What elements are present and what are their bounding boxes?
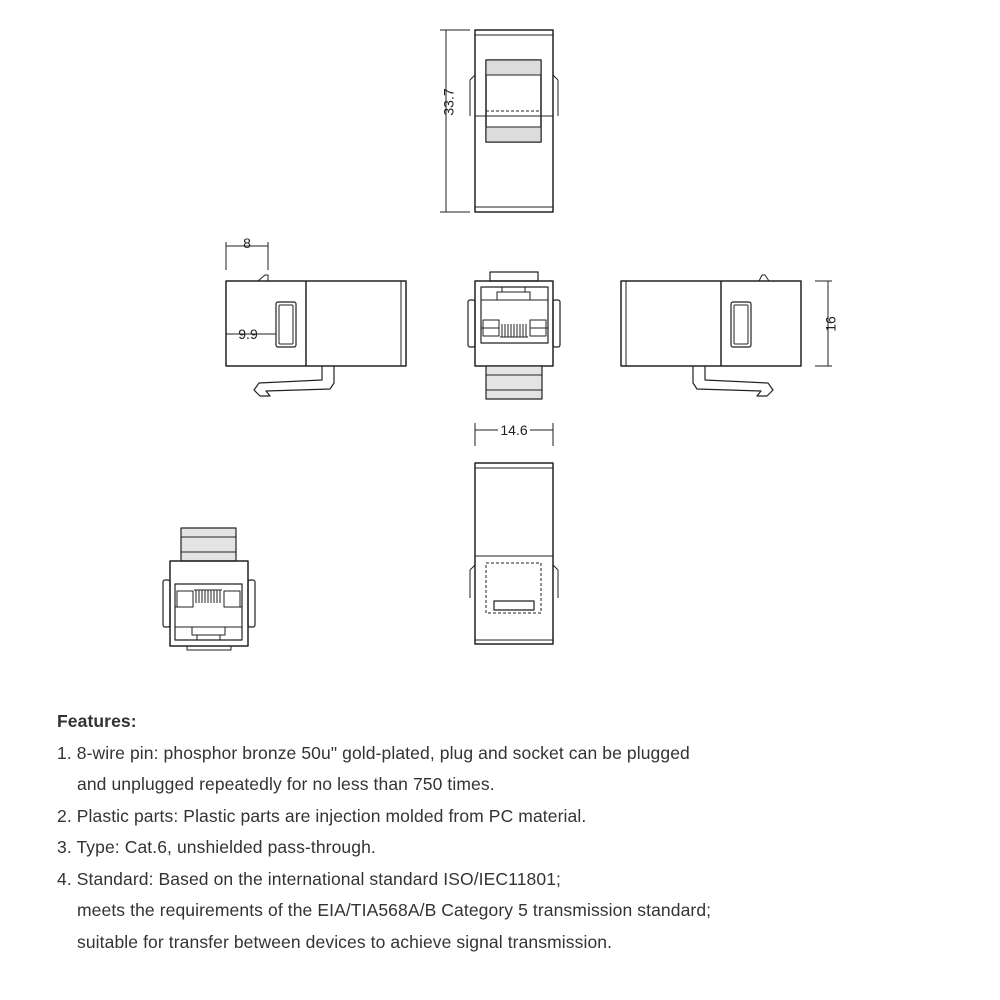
rear-view bbox=[163, 528, 255, 650]
features-section bbox=[57, 706, 957, 958]
front-view bbox=[468, 272, 560, 399]
depth-label: 16 bbox=[822, 316, 839, 332]
feature-item-2 bbox=[57, 801, 957, 833]
feature-item-4 bbox=[57, 864, 957, 959]
feature-line: 2. Plastic parts: Plastic parts are injection molded from PC material. bbox=[57, 805, 587, 826]
feature-line: and unplugged repeatedly for no less than 750 times. bbox=[77, 774, 495, 794]
feature-line: suitable for transfer between devices to achieve signal transmission. bbox=[77, 931, 613, 952]
side-inner-label: 9.9 bbox=[238, 326, 258, 342]
bottom-view bbox=[470, 463, 558, 644]
width-label: 14.6 bbox=[500, 422, 528, 438]
front-view-pins bbox=[500, 324, 528, 337]
side-depth-label: 8 bbox=[243, 235, 251, 251]
height-dimension bbox=[440, 30, 470, 212]
height-label: 33.7 bbox=[440, 88, 457, 116]
feature-line: meets the requirements of the EIA/TIA568A/B Category 5 transmission standard; bbox=[77, 900, 712, 920]
feature-line: 3. Type: Cat.6, unshielded pass-through. bbox=[57, 837, 376, 857]
feature-item-1 bbox=[57, 738, 957, 801]
feature-item-3 bbox=[57, 832, 957, 864]
feature-line: 4. Standard: Based on the international standard ISO/IEC11801; bbox=[57, 868, 561, 889]
rear-view-pins bbox=[194, 590, 222, 603]
top-view bbox=[470, 30, 558, 212]
feature-line: 1. 8-wire pin: phosphor bronze 50u" gold-plated, plug and socket can be plugged bbox=[57, 742, 690, 763]
right-side-view bbox=[621, 275, 801, 396]
features-heading: Features: bbox=[57, 711, 137, 731]
side-depth-dimension bbox=[226, 242, 276, 334]
